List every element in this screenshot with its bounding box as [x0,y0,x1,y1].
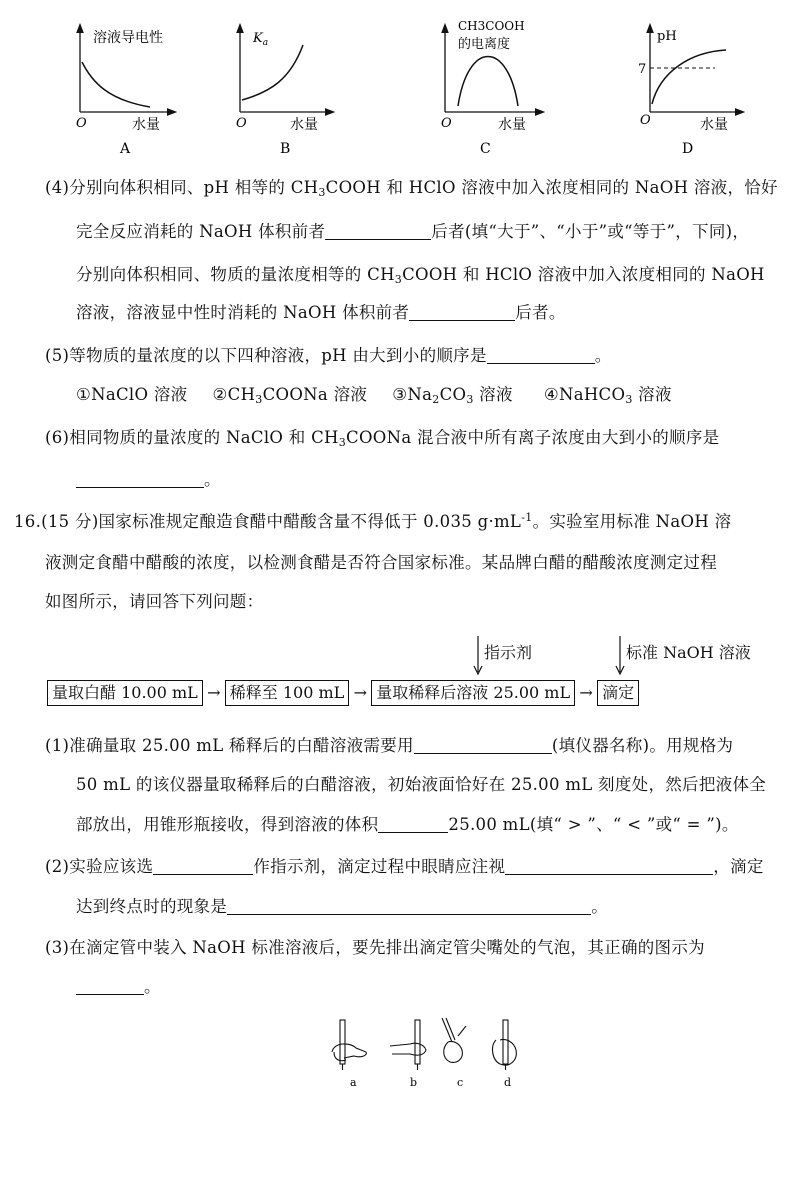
s1-line2: 50 mL 的该仪器量取稀释后的白醋溶液，初始液面恰好在 25.00 mL 刻度处，然后把液体全 [76,775,767,794]
graph-c-xlabel: 水量 [498,117,526,133]
answer-blank[interactable] [409,304,515,321]
graph-a-ylabel: 溶液导电性 [93,30,163,46]
burette-figure-a [332,1020,366,1070]
reagent-indicator: 指示剂 [484,643,533,662]
graph-c-ylabel-line1: CH3COOH [458,19,525,33]
graph-d-curve [652,50,726,104]
flow-step-2: 稀释至 100 mL [225,680,350,706]
q4-line3: 分别向体积相同、物质的量浓度相等的 $CH_3COOH$ 和 HClO 溶液中加入浓度相同的 NaOH [76,265,765,286]
reagent-naoh: 标准 NaOH 溶液 [626,643,751,662]
graph-a-origin: O [76,116,87,131]
q16-line2: 液测定食醋中醋酸的浓度，以检测食醋是否符合国家标准。某品牌白醋的醋酸浓度测定过程 [45,553,717,572]
q5-option-1: ①NaClO 溶液 [76,385,188,404]
flow-step-1: 量取白醋 10.00 mL [47,680,203,706]
flow-arrow: → [353,683,367,702]
answer-blank[interactable] [487,347,595,364]
graph-b-ylabel: $K_a$ [253,31,269,48]
graph-d [638,28,740,157]
q5-option-4: ④NaHCO$_3$ 溶液 [543,385,672,406]
graph-b-origin: O [236,116,247,131]
graph-a-curve [82,62,150,107]
answer-blank[interactable] [414,737,552,754]
flow-step-4: 滴定 [597,680,639,706]
s1-line1: (1)准确量取 25.00 mL 稀释后的白醋溶液需要用 (填仪器名称)。用规格为 [45,736,734,755]
answer-blank[interactable] [505,858,713,875]
answer-blank[interactable] [378,816,448,833]
q5-option-3: $③Na_2CO_3$ 溶液 [392,385,513,406]
graph-c-ylabel-line2: 的电离度 [458,37,511,52]
answer-blank[interactable] [153,858,253,875]
graph-b-letter: B [280,141,291,157]
s2-line1: (2)实验应该选 作指示剂，滴定过程中眼睛应注视 ，滴定 [45,857,764,876]
graph-c-origin: O [441,116,452,131]
q4-line4: 溶液，溶液显中性时消耗的 NaOH 体积前者 后者。 [76,303,566,322]
s3-line1: (3)在滴定管中装入 NaOH 标准溶液后，要先排出滴定管尖嘴处的气泡，其正确的图示为 [45,938,705,957]
graph-d-xlabel: 水量 [700,117,728,133]
graph-d-letter: D [682,141,694,157]
graph-b-xlabel: 水量 [290,117,318,133]
answer-blank[interactable] [227,898,591,915]
q6-line2: 。 [76,470,221,490]
graph-d-seven: 7 [638,62,647,77]
graph-a-xlabel: 水量 [132,117,160,133]
q4-line1: (4)分别向体积相同、pH 相等的 $CH_3COOH$ 和 HClO 溶液中加入浓度相同的 NaOH 溶液，恰好 [45,178,778,199]
graph-b [236,28,330,157]
graph-a-letter: A [120,141,131,157]
figure-label-a: a [350,1076,357,1089]
q5-option-2: $②CH_3COONa$ 溶液 [212,385,368,406]
burette-figure-b [390,1020,426,1070]
s2-line2: 达到终点时的现象是 。 [76,897,609,916]
s3-line2: 。 [76,977,161,997]
q4-line2: 完全反应消耗的 NaOH 体积前者 后者(填“大于”、“小于”或“等于”，下同)， [76,222,750,241]
answer-blank[interactable] [76,978,144,995]
graphs-figure [0,0,800,165]
figure-label-c: c [457,1076,464,1089]
figure-label-b: b [410,1076,418,1089]
q5-options [76,385,672,405]
graph-a [76,28,172,157]
graph-c-letter: C [480,141,491,157]
flow-step-3: 量取稀释后溶液 25.00 mL [371,680,575,706]
graph-d-origin: O [640,113,651,128]
burette-figure-d [493,1020,517,1070]
graph-d-ylabel: pH [657,29,677,44]
flow-diagram [47,680,639,706]
graph-b-curve [242,45,303,100]
q6-line1: (6)相同物质的量浓度的 NaClO 和 $CH_3COONa$ 混合液中所有离子浓度由大到小的顺序是 [45,428,720,449]
burette-figure-c [442,1018,466,1062]
answer-blank[interactable] [325,223,431,240]
q16-line3: 如图所示，请回答下列问题： [45,592,264,611]
answer-blank[interactable] [76,471,204,488]
flow-arrow: → [207,683,221,702]
q16-line1: 16.(15 分)国家标准规定酿造食醋中醋酸含量不得低于 0.035 $g\cdot mL^{-1}$。实验室用标准 NaOH 溶 [14,511,732,531]
figure-label-d: d [504,1076,512,1089]
graph-c-curve [458,57,518,107]
s1-line3: 部放出，用锥形瓶接收，得到溶液的体积 25.00 mL(填“ > ”、“ < ”或“ = ”)。 [76,815,739,834]
flow-arrow: → [579,683,593,702]
burette-figures [320,1012,540,1092]
q5-line1: (5)等物质的量浓度的以下四种溶液，pH 由大到小的顺序是 。 [45,346,612,365]
graph-c [441,19,540,157]
